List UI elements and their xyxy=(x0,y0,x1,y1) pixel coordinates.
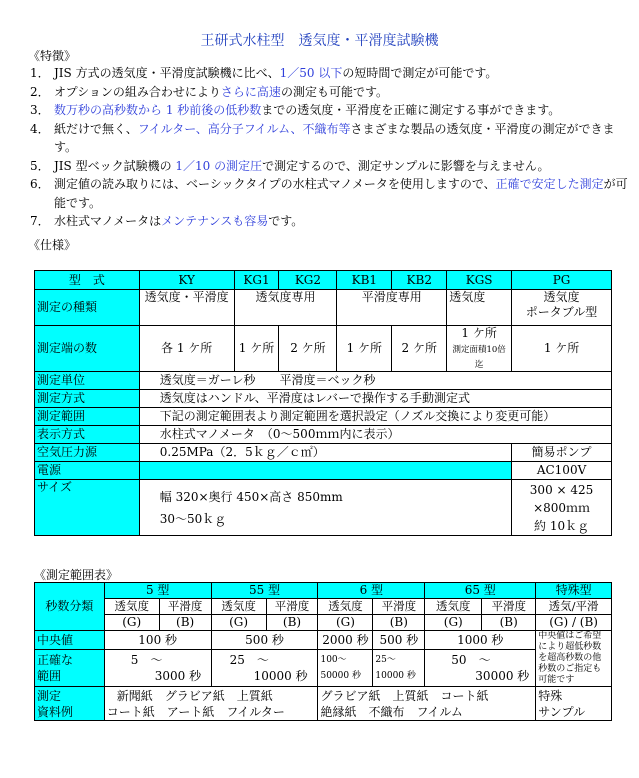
range-sub-code: (G) xyxy=(211,615,266,631)
kind-pg-1: 透気度 xyxy=(543,290,580,304)
range-sub-code: (B) xyxy=(482,615,536,631)
ends-kb2: 2 ケ所 xyxy=(392,326,447,372)
acc-65 xyxy=(425,650,536,687)
center-label: 中央値 xyxy=(35,631,105,650)
ends-kb1: 1 ケ所 xyxy=(337,326,392,372)
features-heading: 《特徴》 xyxy=(28,49,77,63)
spec-table xyxy=(34,270,612,536)
kind-kg: 透気度専用 xyxy=(234,290,337,326)
method-value: 透気度はハンドル、平滑度はレバーで操作する手動測定式 xyxy=(139,390,611,408)
range-value: 下記の測定範囲表より測定範囲を選択設定（ノズル交換により変更可能） xyxy=(139,408,611,426)
acc-65-a: 50 ～ xyxy=(451,653,491,668)
feature-text xyxy=(54,157,630,176)
power-empty xyxy=(139,462,511,480)
features-list xyxy=(30,64,630,231)
ends-kgs xyxy=(447,326,512,372)
feature-text-part: さまざまな製品の透気度・平滑度の測定ができます。 xyxy=(54,121,615,154)
model-kgs: KGS xyxy=(447,271,512,290)
kind-pg xyxy=(512,290,612,326)
feature-text xyxy=(54,120,630,157)
feature-text-part: オプションの組み合わせにより xyxy=(54,84,221,99)
feature-highlight: 数万秒の高秒数から 1 秒前後の低秒数 xyxy=(54,103,262,117)
ends-pg: 1 ケ所 xyxy=(512,326,612,372)
sample-left-2: コート紙 アート紙 フイルター xyxy=(106,704,285,719)
feature-text-part: で測定するので、測定サンプルに影響を与えません。 xyxy=(262,158,550,173)
range-sub-header: 平滑度 xyxy=(266,599,318,615)
feature-highlight: 正確で安定した測定 xyxy=(495,177,604,191)
feature-number: 3． xyxy=(30,103,50,117)
ends-kg1: 1 ケ所 xyxy=(234,326,279,372)
range-table xyxy=(34,582,612,721)
center-5: 100 秒 xyxy=(104,631,211,650)
range-heading: 《測定範囲表》 xyxy=(34,568,119,582)
feature-item xyxy=(30,175,630,212)
feature-number: 1． xyxy=(30,66,50,80)
range-sub-header: 透気度 xyxy=(318,599,373,615)
sample-mid xyxy=(318,687,536,721)
feature-highlight: フイルター、高分子フイルム、不織布等 xyxy=(137,121,351,136)
range-sub-code: (B) xyxy=(266,615,318,631)
acc-6g-a: 100～ xyxy=(320,655,347,666)
kind-kgs: 透気度 xyxy=(447,290,512,326)
type-65: 65 型 xyxy=(425,583,536,599)
feature-text-part: の短時間で測定が可能です。 xyxy=(342,66,498,80)
center-55: 500 秒 xyxy=(211,631,318,650)
feature-item xyxy=(30,83,630,102)
sample-right-1: 特殊 xyxy=(538,688,563,703)
acc-6g xyxy=(318,650,373,687)
class-label: 秒数分類 xyxy=(35,583,105,631)
model-label: 型 式 xyxy=(35,271,140,290)
feature-highlight: 1／50 以下 xyxy=(279,66,343,80)
kind-pg-2: ポータブル型 xyxy=(525,305,598,319)
size-value xyxy=(139,480,511,536)
ends-label: 測定端の数 xyxy=(35,326,140,372)
size-pg xyxy=(512,480,612,536)
feature-highlight: 1／10 の測定圧 xyxy=(175,158,263,173)
air-pg: 簡易ポンプ xyxy=(512,444,612,462)
model-kg1: KG1 xyxy=(234,271,279,290)
type-55: 55 型 xyxy=(211,583,318,599)
feature-text-part: 紙だけで無く、 xyxy=(54,121,138,136)
feature-text-part: までの透気度・平滑度を正確に測定する事ができます。 xyxy=(261,103,561,117)
feature-item xyxy=(30,101,630,120)
air-label: 空気圧力源 xyxy=(35,444,140,462)
feature-item xyxy=(30,212,630,231)
feature-highlight: さらに高速 xyxy=(220,84,281,99)
feature-number: 5． xyxy=(30,158,50,173)
feature-text-part: 水柱式マノメータは xyxy=(54,214,162,228)
size-label: サイズ xyxy=(35,480,140,536)
acc-6b-a: 25～ xyxy=(375,655,396,666)
ends-kgs-1: 1 ケ所 xyxy=(461,326,497,340)
method-label: 測定方式 xyxy=(35,390,140,408)
acc-6b xyxy=(373,650,425,687)
display-value: 水柱式マノメータ （0～500ｍｍ内に表示） xyxy=(139,426,611,444)
acc-55-a: 25 ～ xyxy=(229,653,269,668)
type-special: 特殊型 xyxy=(536,583,612,599)
range-sub-header: 透気/平滑 xyxy=(536,599,612,615)
feature-text-part: の測定も可能です。 xyxy=(280,84,388,99)
feature-text xyxy=(54,175,630,212)
feature-text-part: が可能です。 xyxy=(54,177,628,210)
feature-text xyxy=(54,101,630,120)
range-sub-header: 透気度 xyxy=(211,599,266,615)
size-pg-3: 約 10ｋｇ xyxy=(534,518,590,533)
ends-kgs-note: 測定面積10倍迄 xyxy=(452,345,506,370)
unit-value: 透気度＝ガーレ秒 平滑度＝ベック秒 xyxy=(139,372,611,390)
sample-mid-1: グラビア紙 上質紙 コート紙 xyxy=(320,688,489,703)
special-note: 中央値はご希望により超低秒数を超高秒数の他秒数のご指定も可能です xyxy=(536,631,612,687)
range-sub-header: 平滑度 xyxy=(373,599,425,615)
power-pg: AC100V xyxy=(512,462,612,480)
size-value-2: 30～50ｋｇ xyxy=(159,511,227,526)
feature-number: 4． xyxy=(30,121,50,136)
size-value-1: 幅 320×奥行 450×高さ 850mm xyxy=(159,489,343,504)
kind-ky: 透気度・平滑度 xyxy=(139,290,234,326)
feature-text-part: です。 xyxy=(268,214,304,228)
unit-label: 測定単位 xyxy=(35,372,140,390)
size-pg-2: ×800ｍｍ xyxy=(533,500,591,515)
acc-6b-b: 10000 秒 xyxy=(375,671,416,682)
feature-item xyxy=(30,120,630,157)
range-sub-code: (G) xyxy=(318,615,373,631)
accurate-label-2: 範囲 xyxy=(37,669,62,684)
range-sub-header: 平滑度 xyxy=(482,599,536,615)
feature-text-part: JIS 方式の透気度・平滑度試験機に比べ、 xyxy=(54,66,280,80)
center-6b: 500 秒 xyxy=(373,631,425,650)
center-65: 1000 秒 xyxy=(425,631,536,650)
kind-kb: 平滑度専用 xyxy=(337,290,447,326)
size-pg-1: 300 × 425 xyxy=(529,482,594,497)
feature-number: 6． xyxy=(30,177,50,191)
model-kb1: KB1 xyxy=(337,271,392,290)
sample-label-1: 測定 xyxy=(37,688,62,703)
sample-right xyxy=(536,687,612,721)
ends-ky: 各 1 ケ所 xyxy=(139,326,234,372)
type-6: 6 型 xyxy=(318,583,425,599)
display-label: 表示方式 xyxy=(35,426,140,444)
type-5: 5 型 xyxy=(104,583,211,599)
feature-item xyxy=(30,157,630,176)
acc-6g-b: 50000 秒 xyxy=(320,671,361,682)
feature-highlight: メンテナンスも容易 xyxy=(161,214,269,228)
range-sub-code: (B) xyxy=(373,615,425,631)
range-sub-code: (G) / (B) xyxy=(536,615,612,631)
feature-number: 7． xyxy=(30,214,50,228)
sample-left xyxy=(104,687,318,721)
air-value: 0.25MPa（2．5ｋｇ／ｃ㎡） xyxy=(139,444,511,462)
sample-left-1: 新聞紙 グラビア紙 上質紙 xyxy=(116,688,273,703)
accurate-label xyxy=(35,650,105,687)
range-sub-code: (G) xyxy=(425,615,482,631)
model-pg: PG xyxy=(512,271,612,290)
center-6g: 2000 秒 xyxy=(318,631,373,650)
feature-text-part: JIS 型ベック試験機の xyxy=(54,158,176,173)
page-title: 王研式水柱型 透気度・平滑度試験機 xyxy=(200,33,439,49)
range-label: 測定範囲 xyxy=(35,408,140,426)
model-kb2: KB2 xyxy=(392,271,447,290)
range-sub-code: (B) xyxy=(159,615,211,631)
range-sub-header: 平滑度 xyxy=(159,599,211,615)
acc-65-b: 30000 秒 xyxy=(475,669,530,684)
acc-5-a: 5 ～ xyxy=(130,653,163,668)
range-sub-header: 透気度 xyxy=(104,599,159,615)
sample-label xyxy=(35,687,105,721)
accurate-label-1: 正確な xyxy=(37,653,74,668)
acc-5 xyxy=(104,650,211,687)
power-label: 電源 xyxy=(35,462,140,480)
sample-mid-2: 絶縁紙 不織布 フイルム xyxy=(320,704,463,719)
model-ky: KY xyxy=(139,271,234,290)
feature-number: 2． xyxy=(30,84,50,99)
range-sub-code: (G) xyxy=(104,615,159,631)
ends-kg2: 2 ケ所 xyxy=(279,326,337,372)
acc-55-b: 10000 秒 xyxy=(253,669,308,684)
model-kg2: KG2 xyxy=(279,271,337,290)
feature-text xyxy=(54,212,630,231)
spec-heading: 《仕様》 xyxy=(28,238,77,252)
range-sub-header: 透気度 xyxy=(425,599,482,615)
sample-label-2: 資料例 xyxy=(37,704,74,719)
acc-55 xyxy=(211,650,318,687)
feature-text xyxy=(54,64,630,83)
kind-label: 測定の種類 xyxy=(35,290,140,326)
feature-text xyxy=(54,83,630,102)
feature-text-part: 測定値の読み取りには、ベーシックタイプの水柱式マノメータを使用しますので、 xyxy=(54,177,496,191)
acc-5-b: 3000 秒 xyxy=(154,669,202,684)
feature-item xyxy=(30,64,630,83)
sample-right-2: サンプル xyxy=(538,704,586,719)
